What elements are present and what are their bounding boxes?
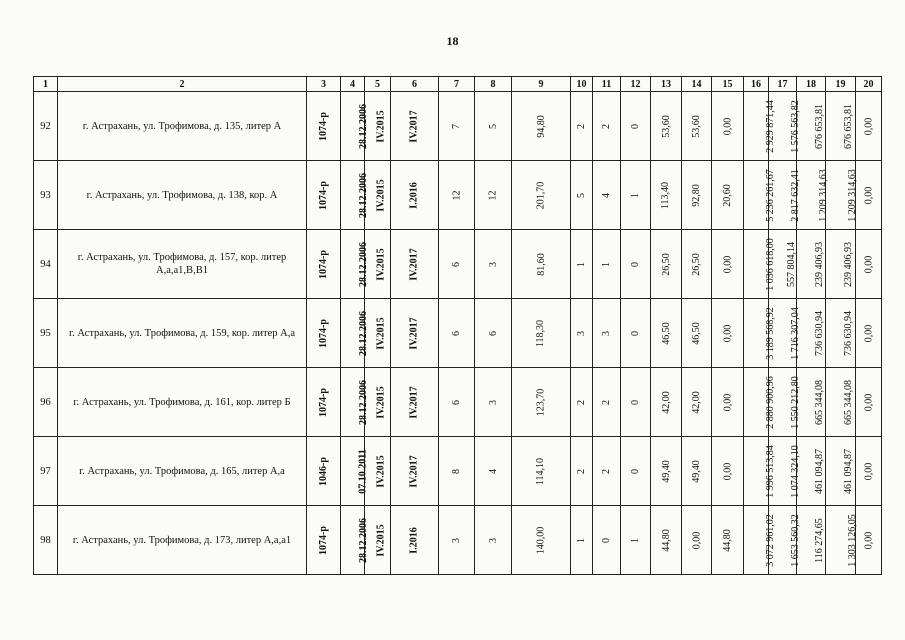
cell-value: 0,00 xyxy=(722,117,733,135)
cell-c20 xyxy=(856,506,882,575)
cell-value: 07.10.2011 xyxy=(357,448,369,494)
column-number-cell: 5 xyxy=(365,77,391,92)
cell-c9 xyxy=(512,92,571,161)
cell-c10 xyxy=(571,368,593,437)
cell-value: 28.12.2006 xyxy=(358,310,369,356)
cell-value: 0,00 xyxy=(722,393,733,411)
cell-c18 xyxy=(797,230,826,299)
cell-value: IV.2015 xyxy=(375,454,387,488)
cell-value: 0,00 xyxy=(722,255,733,273)
cell-value: 2 xyxy=(576,468,587,474)
column-number-cell: 18 xyxy=(797,77,826,92)
cell-c12 xyxy=(621,506,651,575)
cell-value: 0 xyxy=(630,261,641,267)
cell-value: 0,00 xyxy=(863,462,874,480)
column-number-cell: 14 xyxy=(682,77,712,92)
cell-c12 xyxy=(621,368,651,437)
address-cell: г. Астрахань, ул. Трофимова, д. 159, кор. литер А,а xyxy=(58,299,307,368)
cell-value: IV.2015 xyxy=(375,523,387,557)
cell-c20 xyxy=(856,92,882,161)
column-number-cell: 16 xyxy=(744,77,769,92)
cell-value: 239 406,93 xyxy=(843,241,854,287)
cell-c16 xyxy=(744,299,776,368)
cell-value: 2 xyxy=(601,123,612,129)
cell-value: 28.12.2006 xyxy=(358,172,369,218)
cell-c16 xyxy=(744,368,776,437)
cell-value: 28.12.2006 xyxy=(358,517,369,563)
cell-value: IV.2017 xyxy=(408,247,420,281)
cell-value: 3 xyxy=(451,537,462,543)
cell-doc xyxy=(307,161,341,230)
cell-c20 xyxy=(856,437,882,506)
cell-value: 44,80 xyxy=(660,528,672,552)
cell-c12 xyxy=(621,437,651,506)
cell-value: 2 817 632,41 xyxy=(789,168,801,222)
row-number-cell: 96 xyxy=(34,368,58,437)
cell-value: 0,00 xyxy=(863,531,874,549)
cell-c20 xyxy=(856,161,882,230)
cell-date xyxy=(341,506,369,575)
cell-value: I.2016 xyxy=(409,181,420,209)
row-number-cell: 94 xyxy=(34,230,58,299)
row-number-cell: 95 xyxy=(34,299,58,368)
cell-value: 1074-р xyxy=(318,387,329,417)
cell-value: 1 550 212,80 xyxy=(789,375,801,429)
cell-c13 xyxy=(651,92,682,161)
cell-c16 xyxy=(744,92,776,161)
column-number-cell: 2 xyxy=(58,77,307,92)
column-number-cell: 12 xyxy=(621,77,651,92)
cell-c10 xyxy=(571,230,593,299)
cell-value: 239 406,93 xyxy=(814,241,825,287)
cell-date xyxy=(341,161,369,230)
cell-value: 46,50 xyxy=(660,321,672,345)
cell-value: 3 xyxy=(576,330,587,336)
cell-value: 1 303 126,05 xyxy=(846,513,858,567)
cell-value: 26,50 xyxy=(660,252,672,276)
cell-value: 28.12.2006 xyxy=(358,103,369,149)
cell-c10 xyxy=(571,161,593,230)
column-number-cell: 10 xyxy=(571,77,593,92)
cell-end xyxy=(391,299,439,368)
cell-c15 xyxy=(712,437,744,506)
cell-value: 42,00 xyxy=(691,390,702,414)
cell-value: 4 xyxy=(487,468,499,474)
cell-c10 xyxy=(571,92,593,161)
cell-doc xyxy=(307,92,341,161)
cell-c15 xyxy=(712,506,744,575)
cell-c18 xyxy=(797,92,826,161)
cell-value: 1 xyxy=(630,537,641,543)
cell-doc xyxy=(307,299,341,368)
cell-value: 6 xyxy=(451,399,462,405)
cell-value: 6 xyxy=(451,261,462,267)
column-number-cell: 7 xyxy=(439,77,475,92)
cell-value: 2 xyxy=(576,123,587,129)
cell-c14 xyxy=(682,437,712,506)
cell-c7 xyxy=(439,506,475,575)
cell-value: 3 189 568,92 xyxy=(764,306,776,360)
cell-c14 xyxy=(682,368,712,437)
cell-value: 201,70 xyxy=(535,181,547,209)
address-cell: г. Астрахань, ул. Трофимова, д. 161, кор. литер Б xyxy=(58,368,307,437)
cell-c13 xyxy=(651,299,682,368)
table-row xyxy=(34,299,882,368)
cell-value: 1 074 324,10 xyxy=(789,444,801,498)
cell-value: 5 236 261,67 xyxy=(764,168,776,222)
cell-c11 xyxy=(593,299,621,368)
cell-value: 1 653 560,32 xyxy=(789,513,801,567)
cell-value: 1074-р xyxy=(318,180,329,210)
cell-c11 xyxy=(593,506,621,575)
cell-c11 xyxy=(593,437,621,506)
page-number: 18 xyxy=(446,34,459,48)
cell-c12 xyxy=(621,230,651,299)
cell-value: 2 xyxy=(576,399,587,405)
cell-c14 xyxy=(682,230,712,299)
cell-value: IV.2017 xyxy=(408,454,420,488)
cell-c9 xyxy=(512,161,571,230)
cell-value: 12 xyxy=(451,190,462,200)
cell-value: 3 xyxy=(487,261,499,267)
column-number-cell: 8 xyxy=(475,77,512,92)
cell-value: 1 xyxy=(576,537,587,543)
cell-value: 4 xyxy=(601,192,612,198)
cell-c18 xyxy=(797,506,826,575)
cell-value: 53,60 xyxy=(660,114,672,138)
cell-value: 1 xyxy=(630,192,641,198)
cell-c9 xyxy=(512,368,571,437)
cell-value: 20,60 xyxy=(722,183,733,207)
cell-end xyxy=(391,368,439,437)
cell-date xyxy=(341,368,369,437)
cell-value: 676 653,81 xyxy=(843,103,854,149)
address-cell: г. Астрахань, ул. Трофимова, д. 165, литер А,а xyxy=(58,437,307,506)
cell-value: I.2016 xyxy=(409,526,420,554)
cell-value: 3 xyxy=(487,537,499,543)
cell-value: 1074-р xyxy=(318,111,329,141)
table-row xyxy=(34,437,882,506)
cell-c10 xyxy=(571,437,593,506)
cell-value: 6 xyxy=(451,330,462,336)
cell-c13 xyxy=(651,368,682,437)
cell-value: 1 036 618,00 xyxy=(764,237,776,291)
cell-c19 xyxy=(826,92,856,161)
cell-c7 xyxy=(439,161,475,230)
cell-value: IV.2017 xyxy=(408,316,420,350)
cell-value: 123,70 xyxy=(535,388,547,416)
cell-value: 2 xyxy=(601,468,612,474)
cell-c8 xyxy=(475,368,512,437)
cell-value: IV.2015 xyxy=(375,247,387,281)
cell-c7 xyxy=(439,92,475,161)
column-number-cell: 1 xyxy=(34,77,58,92)
cell-c16 xyxy=(744,161,776,230)
cell-value: 0,00 xyxy=(863,324,874,342)
cell-value: 665 344,08 xyxy=(843,379,854,425)
cell-value: 26,50 xyxy=(691,252,702,276)
cell-c9 xyxy=(512,437,571,506)
table-row xyxy=(34,92,882,161)
cell-value: IV.2017 xyxy=(408,109,420,143)
cell-value: 49,40 xyxy=(660,459,672,483)
column-number-cell: 11 xyxy=(593,77,621,92)
cell-c16 xyxy=(744,437,776,506)
cell-value: 94,80 xyxy=(535,114,547,138)
cell-date xyxy=(341,299,369,368)
cell-value: 0 xyxy=(630,399,641,405)
cell-c15 xyxy=(712,230,744,299)
cell-value: 0 xyxy=(630,330,641,336)
address-cell: г. Астрахань, ул. Трофимова, д. 157, кор. литер А,а,а1,В,В1 xyxy=(58,230,307,299)
cell-value: 49,40 xyxy=(691,459,702,483)
cell-doc xyxy=(307,506,341,575)
cell-value: 1046-р xyxy=(318,456,329,486)
cell-value: 0 xyxy=(601,537,612,543)
cell-value: 0,00 xyxy=(863,117,874,135)
cell-c10 xyxy=(571,506,593,575)
cell-value: 46,50 xyxy=(691,321,702,345)
cell-end xyxy=(391,92,439,161)
cell-value: 0,00 xyxy=(863,186,874,204)
cell-c20 xyxy=(856,230,882,299)
cell-value: 118,30 xyxy=(535,319,547,347)
cell-c11 xyxy=(593,161,621,230)
cell-c7 xyxy=(439,299,475,368)
cell-doc xyxy=(307,368,341,437)
cell-value: 0 xyxy=(630,123,641,129)
address-cell: г. Астрахань, ул. Трофимова, д. 173, литер А,а,а1 xyxy=(58,506,307,575)
cell-value: 12 xyxy=(487,190,499,200)
cell-end xyxy=(391,161,439,230)
cell-value: 2 880 900,96 xyxy=(764,375,776,429)
cell-c8 xyxy=(475,230,512,299)
cell-value: 28.12.2006 xyxy=(358,241,369,287)
cell-value: 461 094,87 xyxy=(843,448,854,494)
column-number-cell: 4 xyxy=(341,77,365,92)
cell-value: 736 630,94 xyxy=(814,310,825,356)
cell-c8 xyxy=(475,437,512,506)
address-cell: г. Астрахань, ул. Трофимова, д. 135, литер А xyxy=(58,92,307,161)
cell-c14 xyxy=(682,506,712,575)
column-number-cell: 9 xyxy=(512,77,571,92)
cell-value: 3 072 961,02 xyxy=(764,513,776,567)
cell-value: 116 274,65 xyxy=(813,517,825,563)
column-number-cell: 19 xyxy=(826,77,856,92)
cell-c16 xyxy=(744,506,776,575)
column-number-cell: 20 xyxy=(856,77,882,92)
cell-value: 8 xyxy=(451,468,462,474)
column-number-cell: 15 xyxy=(712,77,744,92)
cell-value: 0,00 xyxy=(863,255,874,273)
cell-c20 xyxy=(856,368,882,437)
cell-value: 28.12.2006 xyxy=(358,379,369,425)
cell-c19 xyxy=(826,506,856,575)
cell-c13 xyxy=(651,506,682,575)
cell-value: 0,00 xyxy=(691,531,702,549)
cell-value: 1 576 563,82 xyxy=(789,99,801,153)
cell-c15 xyxy=(712,299,744,368)
cell-c19 xyxy=(826,437,856,506)
cell-value: 0,00 xyxy=(722,324,733,342)
cell-value: 3 xyxy=(601,330,612,336)
cell-value: 1074-р xyxy=(318,249,329,279)
cell-value: IV.2015 xyxy=(375,316,387,350)
cell-c13 xyxy=(651,437,682,506)
cell-c14 xyxy=(682,92,712,161)
cell-c16 xyxy=(744,230,776,299)
cell-c18 xyxy=(797,437,826,506)
cell-value: 461 094,87 xyxy=(814,448,825,494)
cell-c11 xyxy=(593,230,621,299)
cell-c7 xyxy=(439,437,475,506)
column-number-row xyxy=(34,77,882,92)
cell-c9 xyxy=(512,299,571,368)
cell-c20 xyxy=(856,299,882,368)
cell-c19 xyxy=(826,299,856,368)
cell-value: 114,10 xyxy=(535,457,547,485)
cell-value: 736 630,94 xyxy=(843,310,854,356)
cell-value: 1 716 307,04 xyxy=(789,306,801,360)
cell-value: IV.2017 xyxy=(408,385,420,419)
cell-value: 42,00 xyxy=(660,390,672,414)
cell-c8 xyxy=(475,161,512,230)
cell-value: 1074-р xyxy=(318,525,329,555)
cell-value: 1 209 314,63 xyxy=(846,168,858,222)
row-number-cell: 97 xyxy=(34,437,58,506)
cell-c7 xyxy=(439,368,475,437)
cell-value: IV.2015 xyxy=(375,109,387,143)
cell-value: 1 xyxy=(601,261,612,267)
cell-c9 xyxy=(512,230,571,299)
cell-c19 xyxy=(826,161,856,230)
cell-value: 5 xyxy=(487,123,499,129)
cell-end xyxy=(391,437,439,506)
cell-c10 xyxy=(571,299,593,368)
cell-c15 xyxy=(712,161,744,230)
address-cell: г. Астрахань, ул. Трофимова, д. 138, кор. А xyxy=(58,161,307,230)
cell-value: 7 xyxy=(451,123,462,129)
cell-c11 xyxy=(593,92,621,161)
cell-value: 1 996 513,84 xyxy=(764,444,776,498)
table-body xyxy=(34,77,882,575)
cell-value: 92,80 xyxy=(691,183,702,207)
cell-c18 xyxy=(797,368,826,437)
table-row xyxy=(34,230,882,299)
cell-c12 xyxy=(621,92,651,161)
cell-c15 xyxy=(712,92,744,161)
cell-end xyxy=(391,506,439,575)
row-number-cell: 93 xyxy=(34,161,58,230)
cell-date xyxy=(341,230,369,299)
row-number-cell: 92 xyxy=(34,92,58,161)
cell-c14 xyxy=(682,299,712,368)
table-row xyxy=(34,506,882,575)
cell-value: 3 xyxy=(487,399,499,405)
cell-value: 44,80 xyxy=(722,528,733,552)
cell-date xyxy=(341,92,369,161)
column-number-cell: 13 xyxy=(651,77,682,92)
cell-c13 xyxy=(651,161,682,230)
cell-value: 81,60 xyxy=(535,252,547,276)
cell-value: 6 xyxy=(487,330,499,336)
column-number-cell: 17 xyxy=(769,77,797,92)
cell-value: 557 804,14 xyxy=(786,241,797,287)
cell-value: IV.2015 xyxy=(375,178,387,212)
cell-value: 1074-р xyxy=(318,318,329,348)
cell-c18 xyxy=(797,161,829,230)
cell-c15 xyxy=(712,368,744,437)
cell-value: 676 653,81 xyxy=(814,103,825,149)
cell-value: 0,00 xyxy=(863,393,874,411)
cell-value: 140,00 xyxy=(535,526,547,554)
cell-c14 xyxy=(682,161,712,230)
cell-c18 xyxy=(797,299,826,368)
cell-c19 xyxy=(826,230,856,299)
cell-c13 xyxy=(651,230,682,299)
cell-c12 xyxy=(621,299,651,368)
cell-date xyxy=(341,437,369,506)
housing-registry-table xyxy=(33,76,882,575)
cell-value: 665 344,08 xyxy=(814,379,825,425)
column-number-cell: 6 xyxy=(391,77,439,92)
cell-value: 53,60 xyxy=(691,114,702,138)
cell-end xyxy=(391,230,439,299)
cell-value: 2 929 871,44 xyxy=(764,99,776,153)
table-row xyxy=(34,161,882,230)
cell-value: 2 xyxy=(601,399,612,405)
cell-c8 xyxy=(475,92,512,161)
cell-c19 xyxy=(826,368,856,437)
table-row xyxy=(34,368,882,437)
cell-c9 xyxy=(512,506,571,575)
cell-value: 0,00 xyxy=(722,462,733,480)
cell-value: 5 xyxy=(576,192,587,198)
cell-c7 xyxy=(439,230,475,299)
cell-c12 xyxy=(621,161,651,230)
cell-c11 xyxy=(593,368,621,437)
cell-value: IV.2015 xyxy=(375,385,387,419)
cell-c8 xyxy=(475,299,512,368)
cell-value: 0 xyxy=(630,468,641,474)
cell-doc xyxy=(307,437,341,506)
column-number-cell: 3 xyxy=(307,77,341,92)
row-number-cell: 98 xyxy=(34,506,58,575)
cell-value: 113,40 xyxy=(660,181,672,209)
cell-c8 xyxy=(475,506,512,575)
cell-value: 1 209 314,63 xyxy=(817,168,829,222)
cell-doc xyxy=(307,230,341,299)
cell-value: 1 xyxy=(576,261,587,267)
